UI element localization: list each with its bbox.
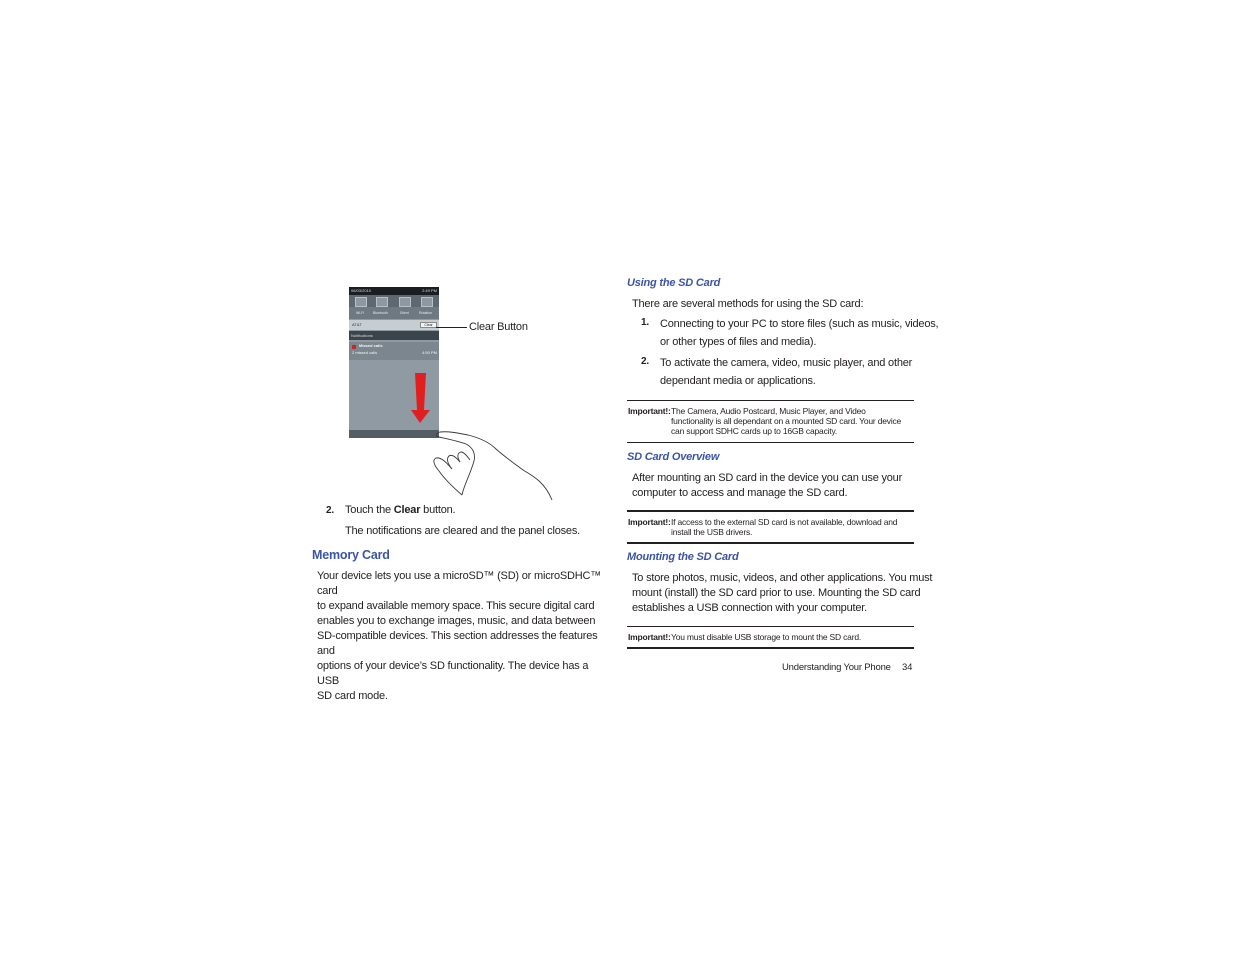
important-rule-bottom bbox=[627, 647, 914, 649]
rotation-toggle-icon[interactable] bbox=[421, 297, 433, 307]
mounting-sd-card-heading: Mounting the SD Card bbox=[627, 551, 739, 563]
step-2-bold: Clear bbox=[393, 504, 421, 516]
important-label-text: Important!: bbox=[628, 517, 671, 527]
notifications-header-label: Notifications bbox=[351, 333, 373, 338]
important-note-2 bbox=[671, 517, 916, 537]
important-rule-top bbox=[627, 400, 914, 401]
paragraph-line: After mounting an SD card in the device you can use your bbox=[632, 472, 903, 484]
notifications-header bbox=[349, 331, 439, 340]
important-rule-top bbox=[627, 510, 914, 512]
step-line: dependant media or applications. bbox=[660, 375, 816, 387]
screen-clear-button[interactable]: Clear bbox=[420, 322, 437, 328]
important-label-text: Important!: bbox=[628, 406, 671, 416]
step-line: or other types of files and media). bbox=[660, 336, 817, 348]
note-line: functionality is all dependant on a mounted SD card. Your device bbox=[671, 416, 902, 426]
notification-time: 4:50 PM bbox=[422, 350, 437, 355]
important-label bbox=[628, 406, 671, 416]
bluetooth-toggle-icon[interactable] bbox=[376, 297, 388, 307]
footer-section-title: Understanding Your Phone bbox=[782, 662, 891, 673]
paragraph-line: SD-compatible devices. This section addresses the features and bbox=[317, 630, 598, 657]
status-bar bbox=[349, 287, 439, 295]
step-2-text bbox=[345, 503, 455, 518]
using-intro: There are several methods for using the SD card: bbox=[632, 298, 864, 310]
using-sd-card-heading: Using the SD Card bbox=[627, 277, 721, 289]
page-number: 34 bbox=[902, 662, 913, 673]
swipe-illustration bbox=[340, 365, 560, 505]
step-line: To activate the camera, video, music player, and other bbox=[660, 357, 913, 369]
paragraph-line: options of your device’s SD functionality. The device has a USB bbox=[317, 660, 589, 687]
toggle-label: Rotation bbox=[419, 311, 433, 315]
important-label bbox=[628, 632, 671, 642]
notification-title: Missed calls bbox=[359, 343, 383, 348]
carrier-name: AT&T bbox=[352, 322, 362, 327]
clear-button-callout: Clear Button bbox=[469, 321, 528, 333]
note-line: The Camera, Audio Postcard, Music Player, and Video bbox=[671, 406, 866, 416]
important-note-1 bbox=[671, 406, 916, 436]
paragraph-line: To store photos, music, videos, and other applications. You must bbox=[632, 572, 933, 584]
missed-calls-notification[interactable] bbox=[349, 342, 439, 360]
note-line: install the USB drivers. bbox=[671, 527, 753, 537]
step-line: Connecting to your PC to store files (such as music, videos, bbox=[660, 318, 939, 330]
status-date: 06/03/2010 bbox=[351, 288, 372, 293]
memory-card-paragraph bbox=[317, 569, 602, 704]
overview-paragraph bbox=[632, 471, 902, 501]
important-label-text: Important!: bbox=[628, 632, 671, 642]
sd-card-overview-heading: SD Card Overview bbox=[627, 451, 720, 463]
memory-card-heading: Memory Card bbox=[312, 548, 390, 562]
step-2-result: The notifications are cleared and the panel closes. bbox=[345, 525, 581, 537]
paragraph-line: establishes a USB connection with your computer. bbox=[632, 602, 867, 614]
paragraph-line: enables you to exchange images, music, and data between bbox=[317, 615, 596, 627]
wifi-toggle-icon[interactable] bbox=[355, 297, 367, 307]
toggle-labels bbox=[349, 307, 439, 319]
paragraph-line: to expand available memory space. This secure digital card bbox=[317, 600, 595, 612]
missed-call-icon bbox=[352, 345, 356, 349]
important-rule-bottom bbox=[627, 542, 914, 544]
step-2-post: button. bbox=[420, 504, 456, 516]
notification-subtitle: 2 missed calls bbox=[352, 350, 378, 355]
paragraph-line: Your device lets you use a microSD™ (SD) or microSDHC™ card bbox=[317, 570, 602, 597]
important-rule-top bbox=[627, 626, 914, 627]
important-note-3: You must disable USB storage to mount the SD card. bbox=[671, 632, 862, 642]
status-time: 2:49 PM bbox=[422, 288, 437, 293]
silent-toggle-icon[interactable] bbox=[399, 297, 411, 307]
red-down-arrow-icon bbox=[411, 373, 430, 423]
toggle-label: Bluetooth bbox=[373, 311, 388, 315]
paragraph-line: SD card mode. bbox=[317, 690, 388, 702]
toggle-label: Wi-Fi bbox=[356, 311, 365, 315]
important-label bbox=[628, 517, 671, 527]
paragraph-line: computer to access and manage the SD card. bbox=[632, 487, 848, 499]
paragraph-line: mount (install) the SD card prior to use. Mounting the SD card bbox=[632, 587, 921, 599]
using-step-2 bbox=[660, 354, 912, 390]
step-2-pre: Touch the bbox=[345, 504, 394, 516]
mounting-paragraph bbox=[632, 571, 932, 616]
using-step-1 bbox=[660, 315, 938, 351]
step-number: 1. bbox=[641, 317, 649, 328]
callout-line bbox=[436, 327, 467, 328]
step-number: 2. bbox=[326, 505, 334, 516]
note-line: can support SDHC cards up to 16GB capacity. bbox=[671, 426, 838, 436]
note-line: If access to the external SD card is not available, download and bbox=[671, 517, 898, 527]
step-number: 2. bbox=[641, 356, 649, 367]
important-rule-bottom bbox=[627, 442, 914, 443]
hand-pointer-icon bbox=[434, 432, 552, 500]
toggle-label: Silent bbox=[400, 311, 409, 315]
